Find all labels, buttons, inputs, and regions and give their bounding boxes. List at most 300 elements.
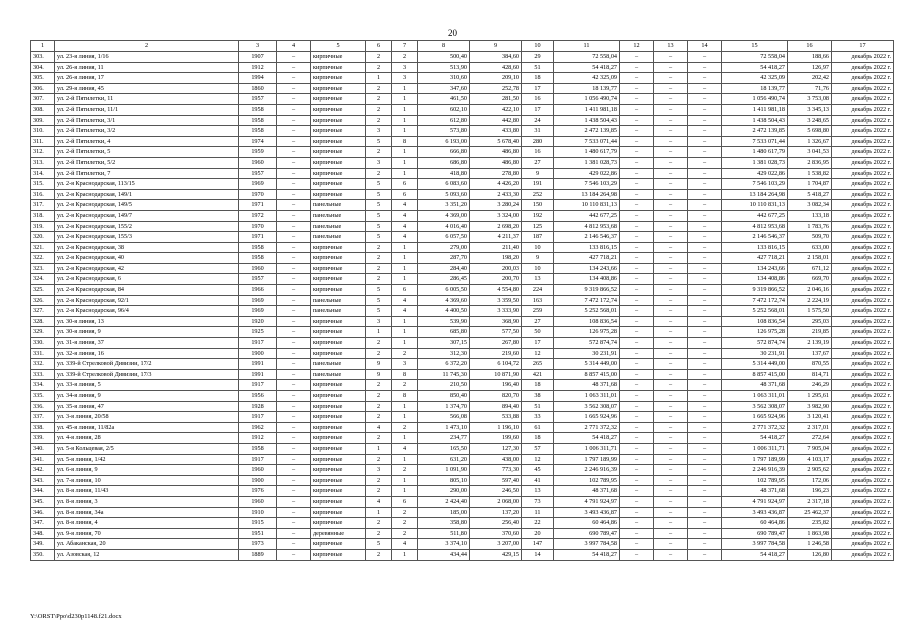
living-area-cell: 370,60 (470, 528, 522, 539)
total-cost-cell: 134 243,66 (554, 263, 620, 274)
floors-cell: 9 (366, 369, 392, 380)
col-4-cell: – (277, 380, 311, 391)
completion-date-cell: декабрь 2022 г. (832, 316, 894, 327)
entrances-cell: 8 (392, 369, 418, 380)
wall-material-cell: панельные (311, 221, 366, 232)
col-13-cell: – (654, 433, 688, 444)
address-cell: ул. 5-я линия, 1/42 (55, 454, 239, 465)
year-built-cell: 1960 (239, 263, 277, 274)
wall-material-cell: кирпичные (311, 391, 366, 402)
col-12-cell: – (620, 348, 654, 359)
living-area-cell: 5 678,40 (470, 136, 522, 147)
completion-date-cell: декабрь 2022 г. (832, 285, 894, 296)
col-13-cell: – (654, 62, 688, 73)
row-number-cell: 310. (31, 126, 55, 137)
completion-date-cell: декабрь 2022 г. (832, 94, 894, 105)
year-built-cell: 1970 (239, 221, 277, 232)
year-built-cell: 1973 (239, 539, 277, 550)
col-4-cell: – (277, 496, 311, 507)
col-13-cell: – (654, 136, 688, 147)
col-13-cell: – (654, 369, 688, 380)
cost-per-sqm-cell: 71,76 (788, 83, 832, 94)
col-4-cell: – (277, 232, 311, 243)
row-number-cell: 345. (31, 496, 55, 507)
year-built-cell: 1994 (239, 73, 277, 84)
column-header: 14 (688, 41, 722, 52)
col-14-cell: – (688, 232, 722, 243)
year-built-cell: 1900 (239, 475, 277, 486)
cost-total-cell: 54 418,27 (722, 62, 788, 73)
entrances-cell: 1 (392, 401, 418, 412)
table-row (31, 52, 894, 63)
floors-cell: 1 (366, 443, 392, 454)
entrances-cell: 8 (392, 136, 418, 147)
residents-cell: 51 (522, 62, 554, 73)
table-header-row (31, 41, 894, 52)
living-area-cell: 278,80 (470, 168, 522, 179)
col-4-cell: – (277, 454, 311, 465)
column-header: 8 (418, 41, 470, 52)
col-4-cell: – (277, 306, 311, 317)
cost-total-cell: 4 791 924,97 (722, 496, 788, 507)
cost-total-cell: 54 418,27 (722, 433, 788, 444)
living-area-cell: 433,80 (470, 126, 522, 137)
residents-cell: 14 (522, 549, 554, 560)
col-13-cell: – (654, 210, 688, 221)
col-14-cell: – (688, 136, 722, 147)
row-number-cell: 323. (31, 263, 55, 274)
col-14-cell: – (688, 306, 722, 317)
column-header: 11 (554, 41, 620, 52)
col-14-cell: – (688, 348, 722, 359)
completion-date-cell: декабрь 2022 г. (832, 507, 894, 518)
residents-cell: 24 (522, 115, 554, 126)
col-13-cell: – (654, 359, 688, 370)
col-13-cell: – (654, 518, 688, 529)
row-number-cell: 329. (31, 327, 55, 338)
col-13-cell: – (654, 115, 688, 126)
row-number-cell: 309. (31, 115, 55, 126)
cost-total-cell: 2 472 139,85 (722, 126, 788, 137)
col-4-cell: – (277, 253, 311, 264)
row-number-cell: 340. (31, 443, 55, 454)
table-row (31, 285, 894, 296)
total-area-cell: 310,60 (418, 73, 470, 84)
col-14-cell: – (688, 380, 722, 391)
residents-cell: 9 (522, 253, 554, 264)
completion-date-cell: декабрь 2022 г. (832, 147, 894, 158)
floors-cell: 2 (366, 486, 392, 497)
wall-material-cell: кирпичные (311, 486, 366, 497)
col-13-cell: – (654, 528, 688, 539)
col-13-cell: – (654, 454, 688, 465)
col-12-cell: – (620, 274, 654, 285)
wall-material-cell: панельные (311, 232, 366, 243)
cost-total-cell: 3 997 784,58 (722, 539, 788, 550)
col-13-cell: – (654, 465, 688, 476)
floors-cell: 2 (366, 83, 392, 94)
residents-cell: 125 (522, 221, 554, 232)
row-number-cell: 344. (31, 486, 55, 497)
row-number-cell: 317. (31, 200, 55, 211)
year-built-cell: 1958 (239, 104, 277, 115)
col-12-cell: – (620, 443, 654, 454)
entrances-cell: 6 (392, 496, 418, 507)
floors-cell: 1 (366, 507, 392, 518)
living-area-cell: 773,30 (470, 465, 522, 476)
total-area-cell: 312,30 (418, 348, 470, 359)
col-12-cell: – (620, 422, 654, 433)
floors-cell: 2 (366, 242, 392, 253)
address-cell: ул. 29-я линия, 45 (55, 83, 239, 94)
residents-cell: 27 (522, 157, 554, 168)
total-cost-cell: 54 418,27 (554, 549, 620, 560)
cost-total-cell: 1 411 981,18 (722, 104, 788, 115)
col-4-cell: – (277, 539, 311, 550)
address-cell: ул. 3-я линия, 20/58 (55, 412, 239, 423)
address-cell: ул. 26-я линия, 11 (55, 62, 239, 73)
row-number-cell: 335. (31, 391, 55, 402)
col-13-cell: – (654, 443, 688, 454)
col-13-cell: – (654, 179, 688, 190)
col-13-cell: – (654, 327, 688, 338)
cost-total-cell: 427 718,21 (722, 253, 788, 264)
wall-material-cell: кирпичные (311, 475, 366, 486)
col-4-cell: – (277, 168, 311, 179)
table-row (31, 454, 894, 465)
cost-per-sqm-cell: 1 704,87 (788, 179, 832, 190)
entrances-cell: 1 (392, 475, 418, 486)
col-4-cell: – (277, 422, 311, 433)
entrances-cell: 8 (392, 391, 418, 402)
col-14-cell: – (688, 369, 722, 380)
address-cell: ул. 2-й Пятилетки, 5 (55, 147, 239, 158)
cost-total-cell: 1 381 028,73 (722, 157, 788, 168)
total-area-cell: 418,80 (418, 168, 470, 179)
address-cell: ул. 2-й Пятилетки, 3/1 (55, 115, 239, 126)
entrances-cell: 1 (392, 242, 418, 253)
total-area-cell: 307,15 (418, 338, 470, 349)
table-row (31, 242, 894, 253)
total-cost-cell: 108 836,54 (554, 316, 620, 327)
cost-per-sqm-cell: 1 863,98 (788, 528, 832, 539)
residents-cell: 20 (522, 528, 554, 539)
completion-date-cell: декабрь 2022 г. (832, 391, 894, 402)
cost-per-sqm-cell: 1 295,61 (788, 391, 832, 402)
floors-cell: 2 (366, 115, 392, 126)
col-4-cell: – (277, 391, 311, 402)
residents-cell: 18 (522, 433, 554, 444)
total-area-cell: 347,60 (418, 83, 470, 94)
col-4-cell: – (277, 221, 311, 232)
col-4-cell: – (277, 83, 311, 94)
completion-date-cell: декабрь 2022 г. (832, 136, 894, 147)
col-13-cell: – (654, 391, 688, 402)
address-cell: ул. 26-я линия, 17 (55, 73, 239, 84)
col-13-cell: – (654, 242, 688, 253)
entrances-cell: 6 (392, 285, 418, 296)
completion-date-cell: декабрь 2022 г. (832, 401, 894, 412)
residents-cell: 147 (522, 539, 554, 550)
entrances-cell: 1 (392, 104, 418, 115)
row-number-cell: 324. (31, 274, 55, 285)
wall-material-cell: кирпичные (311, 52, 366, 63)
completion-date-cell: декабрь 2022 г. (832, 327, 894, 338)
total-area-cell: 284,40 (418, 263, 470, 274)
floors-cell: 5 (366, 189, 392, 200)
floors-cell: 5 (366, 285, 392, 296)
living-area-cell: 199,60 (470, 433, 522, 444)
residents-cell: 252 (522, 189, 554, 200)
completion-date-cell: декабрь 2022 г. (832, 359, 894, 370)
col-4-cell: – (277, 62, 311, 73)
year-built-cell: 1976 (239, 486, 277, 497)
living-area-cell: 252,78 (470, 83, 522, 94)
col-13-cell: – (654, 549, 688, 560)
year-built-cell: 1889 (239, 549, 277, 560)
residents-cell: 224 (522, 285, 554, 296)
col-12-cell: – (620, 391, 654, 402)
col-4-cell: – (277, 549, 311, 560)
address-cell: ул. 2-й Пятилетки, 11/1 (55, 104, 239, 115)
cost-per-sqm-cell: 3 082,34 (788, 200, 832, 211)
col-4-cell: – (277, 242, 311, 253)
col-14-cell: – (688, 412, 722, 423)
completion-date-cell: декабрь 2022 г. (832, 348, 894, 359)
col-12-cell: – (620, 94, 654, 105)
completion-date-cell: декабрь 2022 г. (832, 189, 894, 200)
row-number-cell: 334. (31, 380, 55, 391)
table-row (31, 316, 894, 327)
floors-cell: 2 (366, 518, 392, 529)
wall-material-cell: панельные (311, 210, 366, 221)
cost-total-cell: 134 243,66 (722, 263, 788, 274)
living-area-cell: 137,20 (470, 507, 522, 518)
year-built-cell: 1960 (239, 465, 277, 476)
floors-cell: 1 (366, 73, 392, 84)
entrances-cell: 1 (392, 253, 418, 264)
cost-total-cell: 690 789,47 (722, 528, 788, 539)
total-cost-cell: 1 665 924,96 (554, 412, 620, 423)
total-area-cell: 1 473,10 (418, 422, 470, 433)
year-built-cell: 1969 (239, 295, 277, 306)
year-built-cell: 1969 (239, 306, 277, 317)
year-built-cell: 1917 (239, 338, 277, 349)
entrances-cell: 1 (392, 327, 418, 338)
total-cost-cell: 60 464,86 (554, 518, 620, 529)
floors-cell: 2 (366, 94, 392, 105)
floors-cell: 5 (366, 136, 392, 147)
year-built-cell: 1907 (239, 52, 277, 63)
floors-cell: 1 (366, 327, 392, 338)
total-cost-cell: 429 022,86 (554, 168, 620, 179)
completion-date-cell: декабрь 2022 г. (832, 465, 894, 476)
col-13-cell: – (654, 486, 688, 497)
entrances-cell: 1 (392, 147, 418, 158)
total-area-cell: 513,90 (418, 62, 470, 73)
address-cell: ул. 30-я линия, 13 (55, 316, 239, 327)
address-cell: ул. 2-я Краснодарская, 6 (55, 274, 239, 285)
row-number-cell: 330. (31, 338, 55, 349)
table-row (31, 210, 894, 221)
cost-per-sqm-cell: 3 345,13 (788, 104, 832, 115)
col-12-cell: – (620, 496, 654, 507)
entrances-cell: 2 (392, 528, 418, 539)
col-14-cell: – (688, 401, 722, 412)
total-area-cell: 1 374,70 (418, 401, 470, 412)
col-12-cell: – (620, 465, 654, 476)
living-area-cell: 3 333,90 (470, 306, 522, 317)
living-area-cell: 3 280,24 (470, 200, 522, 211)
living-area-cell: 533,88 (470, 412, 522, 423)
total-cost-cell: 10 110 831,13 (554, 200, 620, 211)
wall-material-cell: кирпичные (311, 539, 366, 550)
table-row (31, 136, 894, 147)
col-14-cell: – (688, 422, 722, 433)
completion-date-cell: декабрь 2022 г. (832, 168, 894, 179)
completion-date-cell: декабрь 2022 г. (832, 295, 894, 306)
table-row (31, 232, 894, 243)
cost-total-cell: 7 546 103,29 (722, 179, 788, 190)
column-header: 5 (311, 41, 366, 52)
completion-date-cell: декабрь 2022 г. (832, 62, 894, 73)
year-built-cell: 1958 (239, 115, 277, 126)
cost-total-cell: 13 184 264,98 (722, 189, 788, 200)
cost-per-sqm-cell: 126,80 (788, 549, 832, 560)
cost-total-cell: 9 319 866,52 (722, 285, 788, 296)
living-area-cell: 198,20 (470, 253, 522, 264)
cost-total-cell: 3 493 436,87 (722, 507, 788, 518)
column-header: 9 (470, 41, 522, 52)
entrances-cell: 2 (392, 380, 418, 391)
living-area-cell: 196,40 (470, 380, 522, 391)
row-number-cell: 322. (31, 253, 55, 264)
col-14-cell: – (688, 359, 722, 370)
row-number-cell: 346. (31, 507, 55, 518)
cost-total-cell: 442 677,25 (722, 210, 788, 221)
cost-per-sqm-cell: 3 248,65 (788, 115, 832, 126)
table-row (31, 338, 894, 349)
living-area-cell: 6 104,72 (470, 359, 522, 370)
table-row (31, 147, 894, 158)
year-built-cell: 1958 (239, 126, 277, 137)
table-row (31, 200, 894, 211)
cost-per-sqm-cell: 137,67 (788, 348, 832, 359)
address-cell: ул. 339-й Стрелковой Дивизии, 17/3 (55, 369, 239, 380)
cost-per-sqm-cell: 2 317,18 (788, 496, 832, 507)
col-12-cell: – (620, 83, 654, 94)
col-12-cell: – (620, 52, 654, 63)
col-14-cell: – (688, 391, 722, 402)
table-row (31, 83, 894, 94)
footer-file-path: Y:\ORST\Ppo\d230p1148.f21.docx (30, 613, 122, 620)
table-row (31, 274, 894, 285)
year-built-cell: 1957 (239, 274, 277, 285)
cost-total-cell: 2 246 916,39 (722, 465, 788, 476)
total-cost-cell: 13 184 264,98 (554, 189, 620, 200)
col-14-cell: – (688, 83, 722, 94)
cost-total-cell: 5 314 449,00 (722, 359, 788, 370)
entrances-cell: 4 (392, 443, 418, 454)
col-12-cell: – (620, 380, 654, 391)
total-area-cell: 6 057,50 (418, 232, 470, 243)
cost-per-sqm-cell: 7 905,04 (788, 443, 832, 454)
col-4-cell: – (277, 263, 311, 274)
table-row (31, 369, 894, 380)
row-number-cell: 336. (31, 401, 55, 412)
col-12-cell: – (620, 189, 654, 200)
col-12-cell: – (620, 221, 654, 232)
completion-date-cell: декабрь 2022 г. (832, 518, 894, 529)
wall-material-cell: кирпичные (311, 507, 366, 518)
cost-per-sqm-cell: 246,29 (788, 380, 832, 391)
col-13-cell: – (654, 348, 688, 359)
col-12-cell: – (620, 200, 654, 211)
living-area-cell: 10 871,90 (470, 369, 522, 380)
total-area-cell: 3 351,20 (418, 200, 470, 211)
cost-per-sqm-cell: 509,70 (788, 232, 832, 243)
col-14-cell: – (688, 486, 722, 497)
col-12-cell: – (620, 369, 654, 380)
address-cell: ул. 2-я Краснодарская, 113/15 (55, 179, 239, 190)
col-12-cell: – (620, 528, 654, 539)
year-built-cell: 1958 (239, 253, 277, 264)
row-number-cell: 341. (31, 454, 55, 465)
total-area-cell: 3 374,10 (418, 539, 470, 550)
total-cost-cell: 3 493 436,87 (554, 507, 620, 518)
col-4-cell: – (277, 115, 311, 126)
residents-cell: 12 (522, 348, 554, 359)
total-area-cell: 11 745,30 (418, 369, 470, 380)
total-cost-cell: 427 718,21 (554, 253, 620, 264)
col-13-cell: – (654, 496, 688, 507)
residents-cell: 33 (522, 412, 554, 423)
cost-total-cell: 133 816,15 (722, 242, 788, 253)
cost-total-cell: 54 418,27 (722, 549, 788, 560)
floors-cell: 2 (366, 433, 392, 444)
completion-date-cell: декабрь 2022 г. (832, 486, 894, 497)
total-area-cell: 165,50 (418, 443, 470, 454)
row-number-cell: 331. (31, 348, 55, 359)
wall-material-cell: кирпичные (311, 94, 366, 105)
col-13-cell: – (654, 475, 688, 486)
living-area-cell: 1 196,10 (470, 422, 522, 433)
cost-per-sqm-cell: 1 246,58 (788, 539, 832, 550)
floors-cell: 2 (366, 104, 392, 115)
residents-cell: 421 (522, 369, 554, 380)
total-cost-cell: 18 139,77 (554, 83, 620, 94)
col-14-cell: – (688, 496, 722, 507)
living-area-cell: 3 207,00 (470, 539, 522, 550)
wall-material-cell: кирпичные (311, 253, 366, 264)
address-cell: ул. 2-я Краснодарская, 96/4 (55, 306, 239, 317)
wall-material-cell: кирпичные (311, 518, 366, 529)
cost-total-cell: 8 857 415,00 (722, 369, 788, 380)
floors-cell: 5 (366, 295, 392, 306)
row-number-cell: 328. (31, 316, 55, 327)
entrances-cell: 4 (392, 295, 418, 306)
residents-cell: 259 (522, 306, 554, 317)
completion-date-cell: декабрь 2022 г. (832, 422, 894, 433)
residents-cell: 12 (522, 454, 554, 465)
entrances-cell: 3 (392, 359, 418, 370)
residents-cell: 45 (522, 465, 554, 476)
completion-date-cell: декабрь 2022 г. (832, 73, 894, 84)
entrances-cell: 1 (392, 316, 418, 327)
residents-cell: 18 (522, 73, 554, 84)
total-cost-cell: 5 314 449,00 (554, 359, 620, 370)
year-built-cell: 1912 (239, 433, 277, 444)
